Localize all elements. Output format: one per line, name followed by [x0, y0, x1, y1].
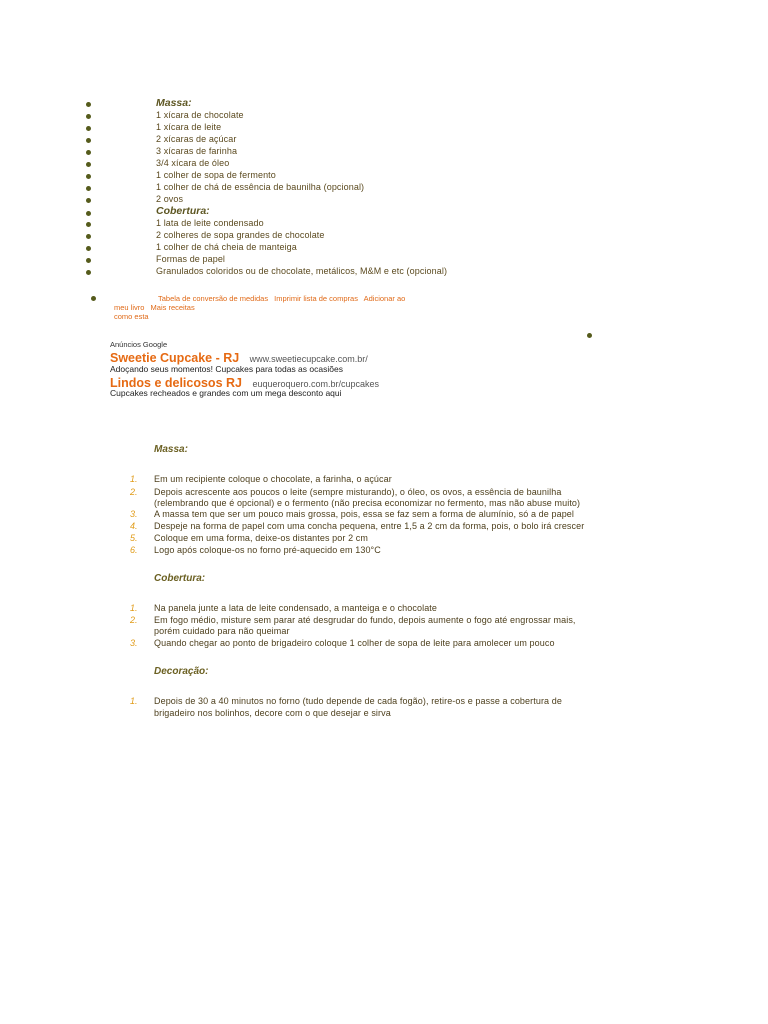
step-number: 2. [130, 487, 138, 497]
step-text: Despeje na forma de papel com uma concha pequena, entre 1,5 a 2 cm da forma, pois, o bolo irá crescer [154, 521, 585, 531]
ingredient-item: 1 xícara de leite [156, 122, 222, 132]
decoracao-instructions-heading: Decoração: [154, 666, 209, 677]
list-bullet [86, 234, 91, 239]
step-text: brigadeiro nos bolinhos, decore com o que desejar e sirva [154, 708, 391, 718]
ingredient-item: 3/4 xícara de óleo [156, 158, 230, 168]
step-number: 4. [130, 521, 138, 531]
step-number: 1. [130, 603, 138, 613]
like-this-link[interactable]: como esta [114, 312, 149, 321]
ingredient-item: 1 colher de sopa de fermento [156, 170, 276, 180]
cobertura-instructions-heading: Cobertura: [154, 573, 206, 584]
list-bullet [86, 198, 91, 203]
step-number: 5. [130, 533, 138, 543]
ads-label: Anúncios Google [110, 340, 168, 349]
recipe-actions-row2 [114, 303, 199, 312]
list-bullet [86, 270, 91, 275]
step-text: Na panela junte a lata de leite condensado, a manteiga e o chocolate [154, 603, 438, 613]
list-bullet [86, 174, 91, 179]
ad-url-link[interactable]: euqueroquero.com.br/cupcakes [252, 379, 380, 389]
ingredient-item: 1 colher de chá cheia de manteiga [156, 242, 297, 252]
list-bullet [86, 211, 91, 216]
step-text: (relembrando que é opcional) e o fermento (não precisa economizar no fermento, mas não abuse muito) [154, 498, 581, 508]
ad-description: Cupcakes recheados e grandes com um mega desconto aqui [110, 388, 342, 398]
list-bullet [86, 126, 91, 131]
step-text: Coloque em uma forma, deixe-os distantes por 2 cm [154, 533, 368, 543]
massa-ingredients-heading: Massa: [156, 97, 192, 109]
recipe-actions-row3 [114, 312, 153, 321]
list-bullet [86, 258, 91, 263]
list-bullet [86, 222, 91, 227]
ingredient-item: 2 ovos [156, 194, 184, 204]
step-text: Depois acrescente aos poucos o leite (sempre misturando), o óleo, os ovos, a essência de baunilha [154, 487, 562, 497]
step-text: Quando chegar ao ponto de brigadeiro coloque 1 colher de sopa de leite para amolecer um pouco [154, 638, 555, 648]
step-number: 1. [130, 696, 138, 706]
step-text: A massa tem que ser um pouco mais grossa, pois, essa se faz sem a forma de alumínio, só a de papel [154, 509, 575, 519]
ingredient-item: 2 xícaras de açúcar [156, 134, 237, 144]
step-number: 3. [130, 638, 138, 648]
list-bullet [587, 333, 592, 338]
list-bullet [91, 296, 96, 301]
step-number: 1. [130, 474, 138, 484]
list-bullet [86, 162, 91, 167]
list-bullet [86, 138, 91, 143]
ad-title-link[interactable]: Sweetie Cupcake - RJ [110, 351, 240, 365]
ingredient-item: 1 colher de chá de essência de baunilha (opcional) [156, 182, 365, 192]
ad-description: Adoçando seus momentos! Cupcakes para todas as ocasiões [110, 364, 343, 374]
ad-title-link[interactable]: Lindos e delicosos RJ [110, 376, 242, 390]
cobertura-ingredients-heading: Cobertura: [156, 205, 210, 217]
ingredient-item: 1 xícara de chocolate [156, 110, 244, 120]
massa-instructions-heading: Massa: [154, 444, 188, 455]
step-text: Em um recipiente coloque o chocolate, a farinha, o açúcar [154, 474, 392, 484]
step-text: Logo após coloque-os no forno pré-aquecido em 130°C [154, 545, 381, 555]
list-bullet [86, 150, 91, 155]
conversion-table-link[interactable]: Tabela de conversão de medidas [158, 294, 269, 303]
ingredient-item: 3 xícaras de farinha [156, 146, 238, 156]
step-number: 3. [130, 509, 138, 519]
step-text: Depois de 30 a 40 minutos no forno (tudo depende de cada fogão), retire-os e passe a cobertura de [154, 696, 562, 706]
ad-url-link[interactable]: www.sweetiecupcake.com.br/ [249, 354, 368, 364]
list-bullet [86, 102, 91, 107]
add-to-book-link[interactable]: Adicionar ao [363, 294, 406, 303]
step-text: porém cuidado para não queimar [154, 626, 290, 636]
my-book-link[interactable]: meu livro [114, 303, 145, 312]
more-recipes-link[interactable]: Mais receitas [150, 303, 195, 312]
step-text: Em fogo médio, misture sem parar até desgrudar do fundo, depois aumente o fogo até engrossar mais, [154, 615, 576, 625]
ingredient-item: Formas de papel [156, 254, 226, 264]
list-bullet [86, 114, 91, 119]
step-number: 6. [130, 545, 138, 555]
recipe-actions-row1 [158, 294, 409, 303]
ingredient-item: 1 lata de leite condensado [156, 218, 264, 228]
print-shopping-list-link[interactable]: Imprimir lista de compras [274, 294, 358, 303]
list-bullet [86, 246, 91, 251]
ingredient-item: Granulados coloridos ou de chocolate, metálicos, M&M e etc (opcional) [156, 266, 448, 276]
step-number: 2. [130, 615, 138, 625]
list-bullet [86, 186, 91, 191]
ingredient-item: 2 colheres de sopa grandes de chocolate [156, 230, 325, 240]
